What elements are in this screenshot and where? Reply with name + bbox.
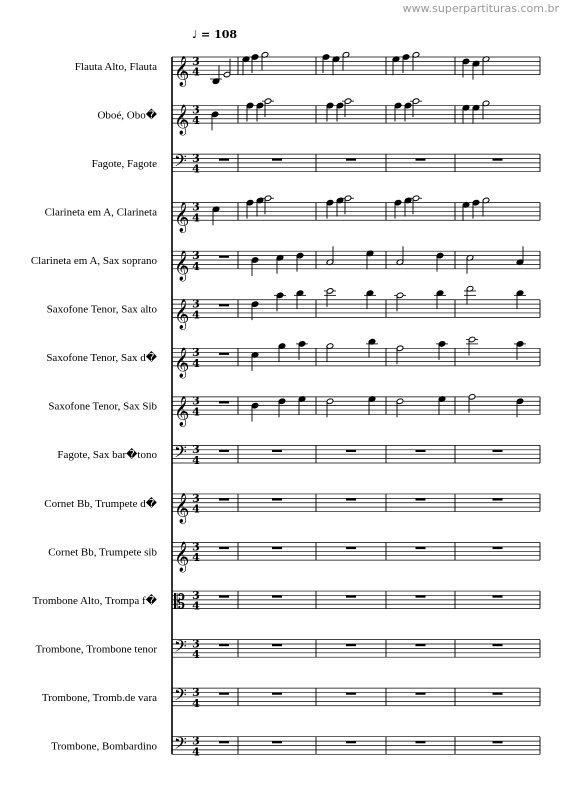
bass-clef-icon: 𝄢 xyxy=(174,732,187,757)
time-signature-top: 3 xyxy=(192,346,200,360)
treble-clef-icon: 𝄞 xyxy=(174,542,190,573)
whole-rest xyxy=(219,353,229,355)
whole-rest xyxy=(416,741,426,743)
time-signature-top: 3 xyxy=(192,540,200,554)
time-signature-bottom: 4 xyxy=(192,259,200,273)
time-signature-bottom: 4 xyxy=(192,308,200,322)
bass-clef-icon: 𝄢 xyxy=(174,684,187,709)
whole-rest xyxy=(219,159,229,161)
whole-rest xyxy=(346,159,356,161)
treble-clef-icon: 𝄞 xyxy=(174,56,190,87)
whole-rest xyxy=(493,547,503,549)
whole-rest xyxy=(493,595,503,597)
time-signature-bottom: 4 xyxy=(192,648,200,662)
whole-rest xyxy=(493,693,503,695)
treble-clef-icon: 𝄞 xyxy=(174,396,190,427)
treble-clef-icon: 𝄞 xyxy=(174,202,190,233)
instrument-label: Fagote, Sax bar�tono xyxy=(57,449,157,462)
time-signature-bottom: 4 xyxy=(192,696,200,710)
whole-rest xyxy=(493,741,503,743)
whole-rest xyxy=(416,159,426,161)
time-signature-top: 3 xyxy=(192,588,200,602)
whole-rest xyxy=(416,450,426,452)
time-signature-top: 3 xyxy=(192,200,200,214)
whole-rest xyxy=(272,595,282,597)
whole-rest xyxy=(219,304,229,306)
time-signature-top: 3 xyxy=(192,685,200,699)
time-signature-top: 3 xyxy=(192,151,200,165)
whole-rest xyxy=(272,547,282,549)
whole-rest xyxy=(416,547,426,549)
whole-rest xyxy=(346,498,356,500)
whole-rest xyxy=(219,450,229,452)
time-signature-top: 3 xyxy=(192,637,200,651)
time-signature-top: 3 xyxy=(192,297,200,311)
whole-rest xyxy=(272,159,282,161)
instrument-label: Cornet Bb, Trumpete sib xyxy=(48,546,157,559)
alto-clef-icon: 𝄡 xyxy=(174,589,186,614)
time-signature-top: 3 xyxy=(192,491,200,505)
whole-rest xyxy=(416,498,426,500)
whole-rest xyxy=(219,547,229,549)
instrument-label: Trombone Alto, Trompa f� xyxy=(32,594,157,607)
watermark: www.superpartituras.com.br xyxy=(402,2,559,15)
time-signature-bottom: 4 xyxy=(192,745,200,759)
instrument-label: Fagote, Fagote xyxy=(91,157,157,170)
time-signature-bottom: 4 xyxy=(192,211,200,225)
whole-rest xyxy=(219,401,229,403)
instrument-label: Saxofone Tenor, Sax alto xyxy=(46,303,157,316)
whole-rest xyxy=(219,595,229,597)
instrument-label: Trombone, Bombardino xyxy=(51,740,157,753)
time-signature-bottom: 4 xyxy=(192,551,200,565)
treble-clef-icon: 𝄞 xyxy=(174,105,190,136)
treble-clef-icon: 𝄞 xyxy=(174,493,190,524)
instrument-label: Trombone, Tromb.de vara xyxy=(41,691,157,704)
time-signature-top: 3 xyxy=(192,734,200,748)
tempo-marking: ♩ = 108 xyxy=(192,28,238,41)
whole-rest xyxy=(346,450,356,452)
instrument-label: Clarineta em A, Sax soprano xyxy=(30,255,157,267)
whole-rest xyxy=(219,498,229,500)
whole-rest xyxy=(493,498,503,500)
whole-rest xyxy=(493,644,503,646)
whole-rest xyxy=(346,644,356,646)
bass-clef-icon: 𝄢 xyxy=(174,635,187,660)
treble-clef-icon: 𝄞 xyxy=(174,347,190,378)
whole-rest xyxy=(346,693,356,695)
time-signature-top: 3 xyxy=(192,249,200,262)
time-signature-top: 3 xyxy=(192,443,200,457)
instrument-label: Saxofone Tenor, Sax Sib xyxy=(48,400,157,413)
time-signature-bottom: 4 xyxy=(192,454,200,467)
bass-clef-icon: 𝄢 xyxy=(174,441,187,466)
whole-rest xyxy=(219,741,229,743)
bass-clef-icon: 𝄢 xyxy=(174,150,187,175)
treble-clef-icon: 𝄞 xyxy=(174,250,190,281)
whole-rest xyxy=(416,644,426,646)
whole-rest xyxy=(346,595,356,597)
instrument-label: Trombone, Trombone tenor xyxy=(35,643,157,656)
time-signature-bottom: 4 xyxy=(192,502,200,516)
instrument-label: Saxofone Tenor, Sax d� xyxy=(46,352,157,365)
time-signature-bottom: 4 xyxy=(192,65,200,79)
time-signature-bottom: 4 xyxy=(192,162,200,176)
whole-rest xyxy=(416,693,426,695)
time-signature-top: 3 xyxy=(192,394,200,408)
instrument-label: Clarineta em A, Clarineta xyxy=(44,206,157,219)
treble-clef-icon: 𝄞 xyxy=(174,299,190,330)
instrument-label: Oboé, Obo� xyxy=(97,109,157,122)
whole-rest xyxy=(346,547,356,549)
time-signature-bottom: 4 xyxy=(192,356,200,370)
instrument-label: Cornet Bb, Trumpete d� xyxy=(44,497,157,510)
whole-rest xyxy=(272,498,282,500)
instrument-label: Flauta Alto, Flauta xyxy=(74,60,157,73)
time-signature-top: 3 xyxy=(192,103,200,117)
whole-rest xyxy=(493,159,503,161)
whole-rest xyxy=(219,256,229,258)
time-signature-top: 3 xyxy=(192,54,200,68)
time-signature-bottom: 4 xyxy=(192,405,200,419)
whole-rest xyxy=(272,450,282,452)
whole-rest xyxy=(272,741,282,743)
whole-rest xyxy=(272,644,282,646)
whole-rest xyxy=(346,741,356,743)
whole-rest xyxy=(493,450,503,452)
whole-rest xyxy=(272,693,282,695)
whole-rest xyxy=(219,693,229,695)
time-signature-bottom: 4 xyxy=(192,114,200,128)
whole-rest xyxy=(219,644,229,646)
whole-rest xyxy=(416,595,426,597)
time-signature-bottom: 4 xyxy=(192,599,200,613)
